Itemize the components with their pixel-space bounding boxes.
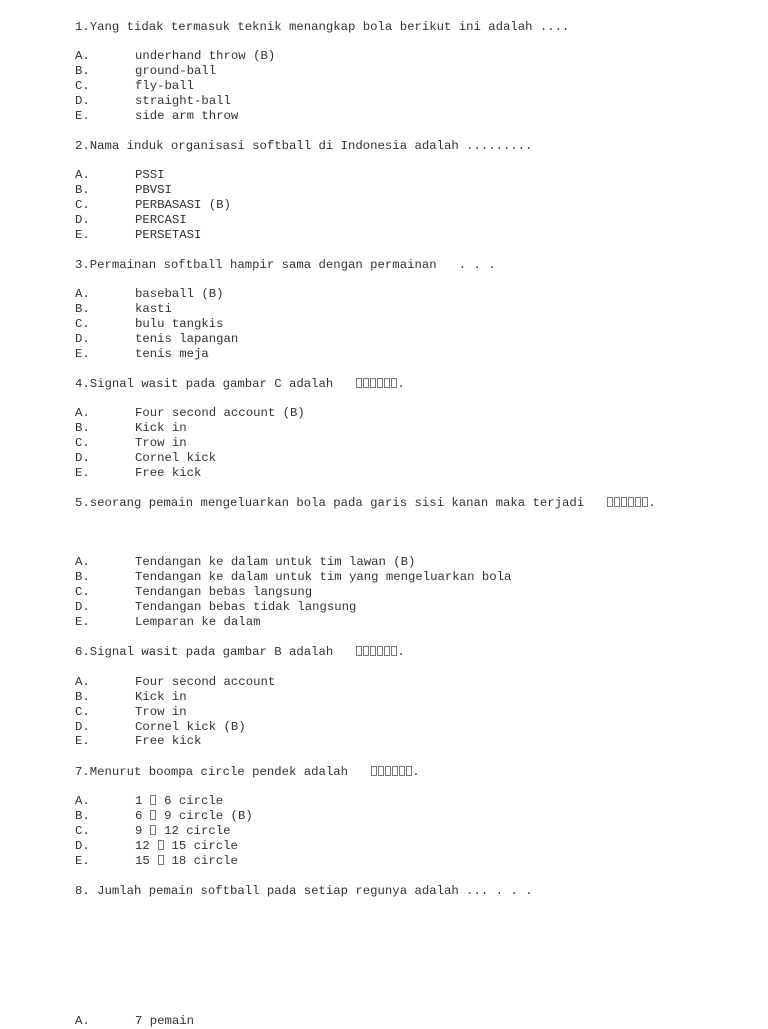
option-letter: B. bbox=[75, 183, 90, 197]
missing-glyph-icon bbox=[399, 766, 405, 776]
option-range-start: 15 bbox=[135, 854, 158, 868]
option-e bbox=[0, 734, 768, 749]
question-end-dot: . bbox=[397, 377, 405, 391]
option-letter: D. bbox=[75, 600, 90, 614]
question-text: 3.Permainan softball hampir sama dengan permainan . . . bbox=[75, 258, 496, 272]
option-letter: B. bbox=[75, 690, 90, 704]
question-text: 8. Jumlah pemain softball pada setiap regunya adalah ... . . . bbox=[75, 884, 533, 898]
option-letter: E. bbox=[75, 615, 90, 629]
option-letter: A. bbox=[75, 168, 90, 182]
option-letter: B. bbox=[75, 570, 90, 584]
option-b bbox=[0, 421, 768, 436]
missing-glyph-icon bbox=[628, 497, 634, 507]
option-letter: E. bbox=[75, 854, 90, 868]
option-d bbox=[0, 94, 768, 109]
missing-glyph-icon bbox=[150, 795, 156, 805]
option-letter: D. bbox=[75, 213, 90, 227]
option-text: Cornel kick (B) bbox=[135, 720, 246, 734]
question-5 bbox=[75, 496, 656, 511]
option-text: PERCASI bbox=[135, 213, 187, 227]
option-text: ground-ball bbox=[135, 64, 217, 78]
option-d bbox=[0, 332, 768, 347]
missing-glyph-icon bbox=[370, 378, 376, 388]
option-text: underhand throw (B) bbox=[135, 49, 276, 63]
option-b bbox=[0, 809, 768, 824]
option-text bbox=[135, 854, 238, 869]
option-text: Cornel kick bbox=[135, 451, 217, 465]
question-6 bbox=[75, 645, 405, 660]
option-c bbox=[0, 79, 768, 94]
option-letter: D. bbox=[75, 451, 90, 465]
missing-glyph-icon bbox=[378, 766, 384, 776]
missing-glyph-icon bbox=[356, 646, 362, 656]
question-3 bbox=[75, 258, 496, 273]
option-text bbox=[135, 839, 238, 854]
missing-glyph-icon bbox=[392, 766, 398, 776]
option-letter: B. bbox=[75, 809, 90, 823]
question-text: 5.seorang pemain mengeluarkan bola pada garis sisi kanan maka terjadi bbox=[75, 496, 607, 510]
option-letter: C. bbox=[75, 436, 90, 450]
option-text: Tendangan ke dalam untuk tim yang mengeluarkan bola bbox=[135, 570, 512, 584]
option-e bbox=[0, 228, 768, 243]
option-range-end: 18 circle bbox=[164, 854, 238, 868]
option-letter: C. bbox=[75, 585, 90, 599]
option-letter: A. bbox=[75, 406, 90, 420]
option-text: baseball (B) bbox=[135, 287, 224, 301]
option-text: fly-ball bbox=[135, 79, 195, 93]
option-b bbox=[0, 302, 768, 317]
option-text: tenis lapangan bbox=[135, 332, 239, 346]
option-letter: E. bbox=[75, 466, 90, 480]
missing-glyph-icon bbox=[384, 646, 390, 656]
option-a bbox=[0, 1014, 768, 1029]
question-2 bbox=[75, 139, 533, 154]
option-range-start: 9 bbox=[135, 824, 150, 838]
option-d bbox=[0, 720, 768, 735]
option-a bbox=[0, 287, 768, 302]
option-range-start: 1 bbox=[135, 794, 150, 808]
missing-glyph-icon bbox=[384, 378, 390, 388]
option-text: straight-ball bbox=[135, 94, 231, 108]
option-letter: E. bbox=[75, 228, 90, 242]
option-text bbox=[135, 809, 253, 824]
option-b bbox=[0, 64, 768, 79]
option-text: Trow in bbox=[135, 436, 187, 450]
option-letter: A. bbox=[75, 555, 90, 569]
option-text: tenis meja bbox=[135, 347, 209, 361]
option-text: Tendangan ke dalam untuk tim lawan (B) bbox=[135, 555, 416, 569]
question-end-dot: . bbox=[648, 496, 656, 510]
question-text: 2.Nama induk organisasi softball di Indonesia adalah ......... bbox=[75, 139, 533, 153]
option-text: PBVSI bbox=[135, 183, 172, 197]
option-text: Four second account bbox=[135, 675, 276, 689]
missing-glyph-icon bbox=[642, 497, 648, 507]
option-range-start: 6 bbox=[135, 809, 150, 823]
question-text: 1.Yang tidak termasuk teknik menangkap bola berikut ini adalah .... bbox=[75, 20, 570, 34]
question-1 bbox=[75, 20, 569, 35]
option-text: Lemparan ke dalam bbox=[135, 615, 261, 629]
option-letter: A. bbox=[75, 49, 90, 63]
option-letter: D. bbox=[75, 332, 90, 346]
question-text: 7.Menurut boompa circle pendek adalah bbox=[75, 765, 371, 779]
option-letter: E. bbox=[75, 109, 90, 123]
option-letter: C. bbox=[75, 198, 90, 212]
option-letter: C. bbox=[75, 824, 90, 838]
option-text: PSSI bbox=[135, 168, 165, 182]
missing-glyph-icon bbox=[150, 825, 156, 835]
option-letter: C. bbox=[75, 317, 90, 331]
question-7 bbox=[75, 765, 420, 780]
option-a bbox=[0, 49, 768, 64]
missing-glyph-icon bbox=[363, 378, 369, 388]
missing-glyph-icon bbox=[370, 646, 376, 656]
option-a bbox=[0, 168, 768, 183]
option-range-end: 15 circle bbox=[164, 839, 238, 853]
option-d bbox=[0, 600, 768, 615]
option-text: PERSETASI bbox=[135, 228, 202, 242]
option-text bbox=[135, 794, 223, 809]
option-c bbox=[0, 705, 768, 720]
option-text bbox=[135, 824, 231, 839]
option-letter: A. bbox=[75, 287, 90, 301]
option-letter: D. bbox=[75, 839, 90, 853]
option-a bbox=[0, 406, 768, 421]
option-c bbox=[0, 198, 768, 213]
option-text: Trow in bbox=[135, 705, 187, 719]
option-a bbox=[0, 555, 768, 570]
option-text: side arm throw bbox=[135, 109, 239, 123]
option-text: Kick in bbox=[135, 690, 187, 704]
option-b bbox=[0, 183, 768, 198]
missing-glyph-icon bbox=[614, 497, 620, 507]
missing-glyph-icon bbox=[377, 378, 383, 388]
question-4 bbox=[75, 377, 405, 392]
option-text: PERBASASI (B) bbox=[135, 198, 231, 212]
option-letter: B. bbox=[75, 302, 90, 316]
missing-glyph-icon bbox=[635, 497, 641, 507]
option-text: Tendangan bebas langsung bbox=[135, 585, 313, 599]
option-c bbox=[0, 436, 768, 451]
option-e bbox=[0, 347, 768, 362]
option-range-end: 12 circle bbox=[156, 824, 231, 838]
option-text: 7 pemain bbox=[135, 1014, 195, 1028]
option-letter: E. bbox=[75, 734, 90, 748]
missing-glyph-icon bbox=[158, 840, 164, 850]
option-letter: C. bbox=[75, 705, 90, 719]
option-e bbox=[0, 466, 768, 481]
missing-glyph-icon bbox=[363, 646, 369, 656]
option-text: bulu tangkis bbox=[135, 317, 224, 331]
question-text: 4.Signal wasit pada gambar C adalah bbox=[75, 377, 356, 391]
option-e bbox=[0, 854, 768, 869]
option-letter: B. bbox=[75, 421, 90, 435]
missing-glyph-icon bbox=[621, 497, 627, 507]
option-b bbox=[0, 690, 768, 705]
option-text: Kick in bbox=[135, 421, 187, 435]
option-d bbox=[0, 839, 768, 854]
option-text: Tendangan bebas tidak langsung bbox=[135, 600, 357, 614]
question-end-dot: . bbox=[397, 645, 405, 659]
missing-glyph-icon bbox=[356, 378, 362, 388]
missing-glyph-icon bbox=[377, 646, 383, 656]
option-text: Free kick bbox=[135, 466, 202, 480]
option-letter: D. bbox=[75, 94, 90, 108]
option-c bbox=[0, 824, 768, 839]
option-letter: C. bbox=[75, 79, 90, 93]
option-range-start: 12 bbox=[135, 839, 158, 853]
option-letter: A. bbox=[75, 675, 90, 689]
missing-glyph-icon bbox=[150, 810, 156, 820]
option-e bbox=[0, 615, 768, 630]
option-a bbox=[0, 675, 768, 690]
option-text: Four second account (B) bbox=[135, 406, 305, 420]
option-d bbox=[0, 213, 768, 228]
missing-glyph-icon bbox=[371, 766, 377, 776]
option-text: kasti bbox=[135, 302, 172, 316]
option-letter: E. bbox=[75, 347, 90, 361]
question-end-dot: . bbox=[412, 765, 420, 779]
option-text: Free kick bbox=[135, 734, 202, 748]
option-a bbox=[0, 794, 768, 809]
option-c bbox=[0, 317, 768, 332]
question-8 bbox=[75, 884, 533, 899]
question-text: 6.Signal wasit pada gambar B adalah bbox=[75, 645, 356, 659]
option-letter: D. bbox=[75, 720, 90, 734]
option-b bbox=[0, 570, 768, 585]
missing-glyph-icon bbox=[406, 766, 412, 776]
option-range-end: 6 circle bbox=[156, 794, 224, 808]
option-letter: B. bbox=[75, 64, 90, 78]
option-d bbox=[0, 451, 768, 466]
missing-glyph-icon bbox=[385, 766, 391, 776]
option-c bbox=[0, 585, 768, 600]
option-e bbox=[0, 109, 768, 124]
missing-glyph-icon bbox=[158, 855, 164, 865]
option-letter: A. bbox=[75, 794, 90, 808]
missing-glyph-icon bbox=[607, 497, 613, 507]
option-range-end: 9 circle (B) bbox=[156, 809, 253, 823]
option-letter: A. bbox=[75, 1014, 90, 1028]
